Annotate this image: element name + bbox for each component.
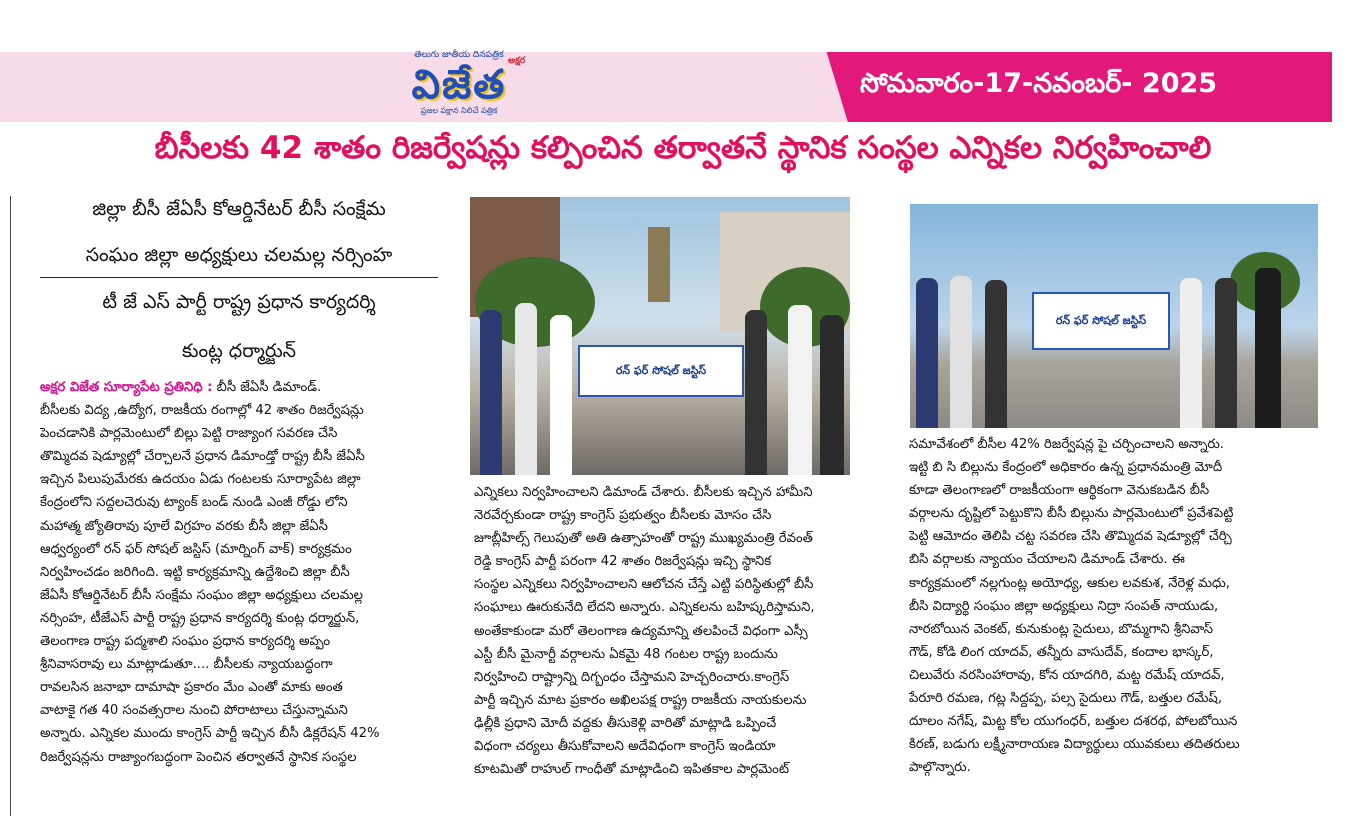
left-border-line: [10, 196, 11, 816]
rally-photo-2: [910, 204, 1318, 428]
rally-photo-1: [470, 197, 850, 475]
column-3-line: బీసి విద్యార్థి సంఘం జిల్లా అధ్యక్షులు నిద్రా సంపత్ నాయుడు,: [909, 598, 1219, 614]
photo-person: [916, 278, 938, 428]
column-1-line: కేంద్రంలోని సద్దలచెరువు ట్యాంక్ బండ్ నుండి ఎంజీ రోడ్డు లోని: [40, 495, 348, 511]
column-1-line: తెలంగాణ రాష్ట్ర పద్మశాలి సంఘం ప్రధాన కార్యదర్శి అప్పం: [40, 634, 331, 650]
photo-person: [950, 276, 972, 428]
column-1-line: అన్నారు. ఎన్నికల ముందు కాంగ్రెస్ పార్టీ ఇచ్చిన బీసీ డిక్లరేషన్ 42%: [40, 726, 380, 742]
subhead-line-3: టీ జే ఎస్ పార్టీ రాష్ట్ర ప్రధాన కార్యదర్శి: [102, 291, 376, 313]
article-column-1: [40, 376, 438, 816]
photo-person: [788, 305, 812, 475]
column-3-line: సమావేశంలో బీసీల 42% రిజర్వేషన్ల పై చర్చించాలని అన్నారు.: [909, 437, 1224, 452]
photo-statue: [648, 227, 670, 302]
newspaper-logo: [340, 46, 578, 120]
column-3-line: పాల్గొన్నారు.: [909, 760, 971, 776]
column-1-line: బీసీ జేఏసీ డిమాండ్.: [212, 380, 322, 395]
photo-person: [480, 310, 502, 475]
column-1-line: రావలసిన జనాభా దామాషా ప్రకారం మేం ఎంతో మాకు అంత: [40, 680, 343, 696]
photo-person: [985, 280, 1007, 428]
subhead-divider: [40, 277, 438, 278]
subhead-line-2: సంఘం జిల్లా అధ్యక్షులు చలమల్ల నర్సింహ: [85, 244, 393, 266]
column-1-line: నిర్వహించడం జరిగింది. ఇట్టి కార్యక్రమాన్ని ఉద్దేశించి జిల్లా బీసీ: [40, 564, 350, 580]
column-3-line: గౌడ్, కోడి లింగ యాదవ్, తన్నీరు వాసుదేవ్, కందాల భాస్కర్,: [909, 644, 1214, 660]
column-3-line: కూడా తెలంగాణలో రాజకీయంగా ఆర్థికంగా వెనుకబడిన బీసీ: [909, 483, 1210, 499]
column-3-line: చిలువేరు నరసింహారావు, కోన యాదగిరి, మట్ట రమేష్ యాదవ్,: [909, 667, 1225, 683]
rally-banner: రన్ ఫర్ సోషల్ జస్టిస్: [578, 345, 744, 397]
column-1-line: మహాత్మ జ్యోతిరావు పూలే విగ్రహం వరకు బీసీ జిల్లా జేఏసీ: [40, 518, 328, 534]
column-2-line: విధంగా చర్యలు తీసుకోవాలని అదేవిధంగా కాంగ్రెస్ ఇండియా: [474, 739, 776, 755]
column-2-line: కూటమితో రాహుల్ గాంధీతో మాట్లాడించి ఇపితకాల పార్లమెంట్: [474, 762, 790, 778]
column-2-line: రెడ్డి కాంగ్రెస్ పార్టీ పరంగా 42 శాతం రిజర్వేషన్లు ఇచ్చి స్థానిక: [474, 554, 772, 570]
column-1-line: శ్రీనివాసరావు లు మాట్లాడుతూ.... బీసీలకు న్యాయబద్ధంగా: [40, 657, 333, 673]
article-column-3: [909, 433, 1319, 803]
photo-person: [515, 303, 537, 475]
logo-prefix: అక్షర: [508, 56, 526, 66]
column-1-line: నర్సింహ, టీజేఎస్ పార్టీ రాష్ట్ర ప్రధాన కార్యదర్శి కుంట్ల ధర్మార్జున్,: [40, 610, 360, 626]
column-3-line: వర్గాలను దృష్టిలో పెట్టుకొని బీసీ బిల్లును పార్లమెంటులో ప్రవేశపెట్టి: [909, 506, 1234, 522]
column-3-line: కిరణ్, బడుగు లక్ష్మీనారాయణ విద్యార్థులు యువకులు తదితరులు: [909, 737, 1240, 753]
subhead-line-4: కుంట్ల ధర్మార్జున్: [181, 340, 297, 362]
column-1-line: తొమ్మిదవ షెడ్యూల్లో చేర్చాలనే ప్రధాన డిమాండ్తో రాష్ట్ర బీసీ జేఏసీ: [40, 449, 365, 465]
rally-banner: రన్ ఫర్ సోషల్ జస్టిస్: [1032, 292, 1170, 350]
column-3-line: పేరూరి రమణ, గట్ల సిద్దప్ప, పల్స సైదులు గౌడ్, బత్తుల రమేష్,: [909, 691, 1223, 707]
logo-tagline-top: తెలుగు జాతీయ దినపత్రిక: [414, 50, 504, 60]
column-2-line: పార్టీ ఇచ్చిన మాట ప్రకారం అఖిలపక్ష రాష్ట్ర రాజకీయ నాయకులను: [474, 692, 807, 708]
article-column-2: [474, 481, 870, 801]
byline: అక్షర విజేత సూర్యాపేట ప్రతినిధి :: [40, 380, 213, 395]
column-2-line: జూబ్లీహిల్స్ గెలుపుతో అతి ఉత్సాహంతో రాష్ట్ర ముఖ్యమంత్రి రేవంత్: [474, 531, 813, 547]
column-1-line: పెంచడానికి పార్లమెంటులో బిల్లు పెట్టి రాజ్యాంగ సవరణ చేసి: [40, 426, 338, 442]
column-2-line: నిర్వహించి రాష్ట్రాన్ని దిగ్బంధం చేస్తామని హెచ్చరించారు.కాంగ్రెస్: [474, 669, 790, 685]
column-3-line: ఇట్టి బి సి బిల్లును కేంద్రంలో అధికారం ఉన్న ప్రధానమంత్రి మోదీ: [909, 460, 1223, 476]
column-1-line: జేఏసీ కోఆర్డినేటర్ బీసీ సంక్షేమ సంఘం జిల్లా అధ్యక్షులు చలమల్ల: [40, 587, 364, 603]
column-1-first-line: [40, 376, 438, 399]
photo-person: [1255, 268, 1281, 428]
column-2-line: అంతేకాకుండా మరో తెలంగాణ ఉద్యమాన్ని తలపించే విధంగా ఎస్సీ: [474, 623, 808, 639]
column-1-line: ఆధ్వర్యంలో రన్ ఫర్ సోషల్ జస్టిస్ (మార్నింగ్ వాక్) కార్యక్రమం: [40, 541, 352, 557]
column-3-line: కార్యక్రమంలో నల్లగుంట్ల అయోధ్య, ఆకుల లవకుశ, నేరెళ్ల మధు,: [909, 575, 1230, 591]
column-1-line: వాటాకై గత 40 సంవత్సరాల నుంచి పోరాటాలు చేస్తున్నామని: [40, 703, 348, 719]
subhead-line-1: జిల్లా బీసీ జేఏసీ కోఆర్డినేటర్ బీసీ సంక్షేమ: [92, 198, 386, 220]
issue-date: సోమవారం-17-నవంబర్- 2025: [860, 68, 1218, 99]
column-1-line: ఇచ్చిన పిలుపుమేరకు ఉదయం ఏడు గంటలకు సూర్యాపేట జిల్లా: [40, 472, 361, 488]
column-2-line: ఎస్టీ బీసీ మైనార్టీ వర్గాలను ఏకమై 48 గంటల రాష్ట్ర బందును: [474, 646, 778, 662]
photo-person: [1180, 278, 1202, 428]
column-2-line: ఎన్నికలు నిర్వహించాలని డిమాండ్ చేశారు. బీసీలకు ఇచ్చిన హామీని: [474, 485, 813, 500]
column-3-line: పెట్టి ఆమోదం తెలిపి చట్ట సవరణ చేసి తొమ్మిదవ షెడ్యూల్లో చేర్చి: [909, 529, 1232, 545]
photo-person: [1215, 278, 1237, 428]
logo-wordmark: విజేత: [411, 62, 507, 108]
column-3-line: బిసి వర్గాలకు న్యాయం చేయాలని డిమాండ్ చేశారు. ఈ: [909, 552, 1185, 568]
column-1-line: రిజర్వేషన్లను రాజ్యాంగబద్ధంగా పెంచిన తర్వాతనే స్థానిక సంస్థల: [40, 749, 357, 765]
photo-person: [745, 310, 767, 475]
column-3-line: దూలం నగేష్, మిట్ట కోల యుగంధర్, బత్తుల దశరథ, పోలబోయిన: [909, 714, 1238, 730]
column-3-line: నారబోయిన వెంకట్, కునుకుంట్ల సైదులు, బొమ్మగాని శ్రీనివాస్: [909, 621, 1214, 637]
column-2-line: ఢిల్లీకి ప్రధాని మోదీ వద్దకు తీసుకెళ్లి వారితో మాట్లాడి ఒప్పించే: [474, 715, 777, 731]
photo-person: [820, 315, 844, 475]
column-1-line: బీసీలకు విద్య ,ఉద్యోగ, రాజకీయ రంగాల్లో 42 శాతం రిజర్వేషన్లు: [40, 403, 364, 419]
column-2-line: సంస్థల ఎన్నికలు నిర్వహించాలని ఆలోచన చేస్తే ఎట్టి పరిస్థితుల్లో బీసీ: [474, 577, 814, 593]
photo-person: [550, 315, 572, 475]
logo-tagline-bottom: ప్రజల పక్షాన నిలిచే పత్రిక: [420, 106, 498, 115]
column-2-line: నెరవేర్చకుండా రాష్ట్ర కాంగ్రెస్ ప్రభుత్వం బీసీలకు మోసం చేసి: [474, 508, 772, 524]
main-headline: బీసీలకు 42 శాతం రిజర్వేషన్లు కల్పించిన తర్వాతనే స్థానిక సంస్థల ఎన్నికల నిర్వహించాలి: [154, 130, 1212, 166]
column-2-line: సంఘాలు ఊరుకునేది లేదని అన్నారు. ఎన్నికలను బహిష్కరిస్తామని,: [474, 600, 815, 616]
